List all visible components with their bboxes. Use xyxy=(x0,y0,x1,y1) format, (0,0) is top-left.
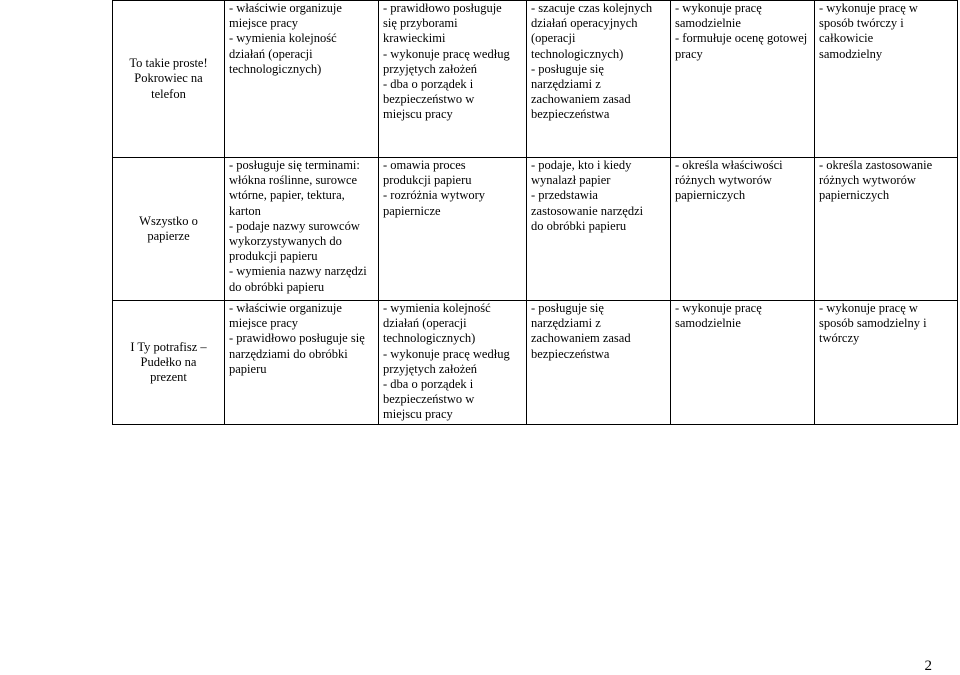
table-row xyxy=(113,301,958,425)
requirement-cell: - omawia proces produkcji papieru - rozróżnia wytwory papiernicze xyxy=(379,158,527,301)
requirement-cell: - posługuje się narzędziami z zachowaniem zasad bezpieczeństwa xyxy=(527,301,671,425)
requirement-cell: - wykonuje pracę samodzielnie xyxy=(671,301,815,425)
table-row xyxy=(113,158,958,301)
requirement-cell: - prawidłowo posługuje się przyborami krawieckimi - wykonuje pracę według przyjętych założeń - dba o porządek i bezpieczeństwo w miejscu pracy xyxy=(379,1,527,158)
requirement-cell: - szacuje czas kolejnych działań operacyjnych (operacji technologicznych) - posługuje się narzędziami z zachowaniem zasad bezpieczeństwa xyxy=(527,1,671,158)
table-row xyxy=(113,1,958,158)
requirement-cell: - wymienia kolejność działań (operacji technologicznych) - wykonuje pracę według przyjętych założeń - dba o porządek i bezpieczeństwo w miejscu pracy xyxy=(379,301,527,425)
requirement-cell: - właściwie organizuje miejsce pracy - prawidłowo posługuje się narzędziami do obróbki papieru xyxy=(225,301,379,425)
page-number: 2 xyxy=(924,658,932,674)
topic-cell: Wszystko o papierze xyxy=(113,158,225,301)
requirement-cell: - podaje, kto i kiedy wynalazł papier - przedstawia zastosowanie narzędzi do obróbki papieru xyxy=(527,158,671,301)
requirement-cell: - wykonuje pracę samodzielnie - formułuje ocenę gotowej pracy xyxy=(671,1,815,158)
requirement-cell: - wykonuje pracę w sposób samodzielny i twórczy xyxy=(815,301,958,425)
requirement-cell: - właściwie organizuje miejsce pracy - wymienia kolejność działań (operacji technologicznych) xyxy=(225,1,379,158)
requirement-cell: - określa zastosowanie różnych wytworów papierniczych xyxy=(815,158,958,301)
requirement-cell: - posługuje się terminami: włókna roślinne, surowce wtórne, papier, tektura, karton - podaje nazwy surowców wykorzystywanych do produkcji papieru - wymienia nazwy narzędzi do obróbki papieru xyxy=(225,158,379,301)
requirement-cell: - określa właściwości różnych wytworów papierniczych xyxy=(671,158,815,301)
requirements-table xyxy=(112,0,958,425)
requirement-cell: - wykonuje pracę w sposób twórczy i całkowicie samodzielny xyxy=(815,1,958,158)
topic-cell: To takie proste! Pokrowiec na telefon xyxy=(113,1,225,158)
topic-cell: I Ty potrafisz – Pudełko na prezent xyxy=(113,301,225,425)
